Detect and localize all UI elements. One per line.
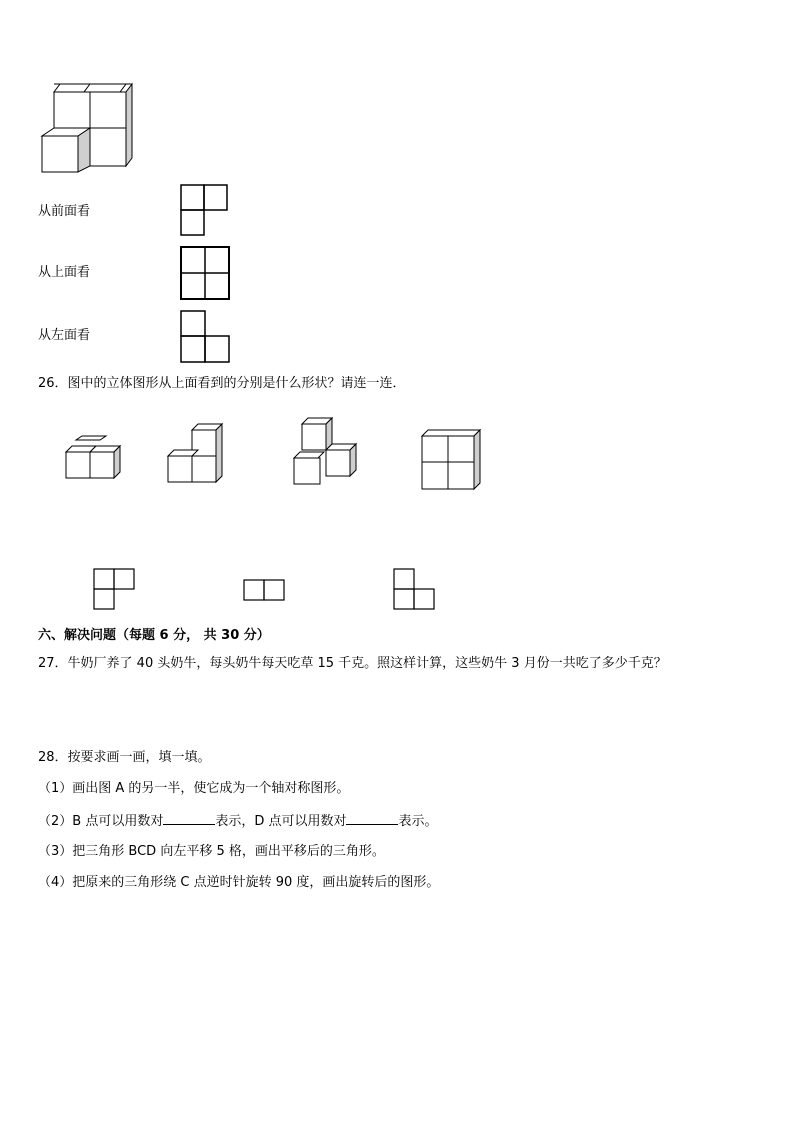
solid-figure-4	[420, 428, 484, 492]
question-28-part-4: （4）把原来的三角形绕 C 点逆时针旋转 90 度，画出旋转后的图形。	[38, 875, 440, 890]
view-shape-1	[93, 568, 137, 610]
section-6-title: 六、解决问题（每题 6 分， 共 30 分）	[38, 628, 270, 643]
answer-blank-b[interactable]	[163, 812, 215, 825]
question-28-part-2	[38, 812, 438, 830]
question-28-part-1: （1）画出图 A 的另一半，使它成为一个轴对称图形。	[38, 781, 350, 796]
solid-figure-1	[62, 436, 126, 482]
solid-figure-main	[38, 80, 133, 175]
left-view-label: 从左面看	[38, 328, 91, 343]
question-27-text: 27．牛奶厂养了 40 头奶牛，每头奶牛每天吃草 15 千克。照这样计算，这些奶牛 3 月份一共吃了多少千克？	[38, 656, 667, 671]
left-view-grid	[180, 310, 232, 365]
question-28-part-2-c: 表示。	[398, 814, 438, 829]
question-28-part-3: （3）把三角形 BCD 向左平移 5 格，画出平移后的三角形。	[38, 844, 385, 859]
solid-figure-3	[290, 418, 362, 486]
front-view-grid	[180, 184, 230, 239]
answer-blank-d[interactable]	[346, 812, 398, 825]
top-view-grid	[180, 246, 232, 302]
top-view-label: 从上面看	[38, 265, 91, 280]
question-28-part-2-b: 表示，D 点可以用数对	[215, 814, 347, 829]
view-shape-2	[243, 579, 287, 601]
view-shape-3	[393, 568, 437, 610]
question-28-part-2-a: （2）B 点可以用数对	[38, 814, 164, 829]
question-26-text: 26．图中的立体图形从上面看到的分别是什么形状？请连一连．	[38, 376, 406, 391]
solid-figure-2	[164, 422, 228, 484]
front-view-label: 从前面看	[38, 204, 91, 219]
question-28-title: 28．按要求画一画，填一填。	[38, 750, 211, 765]
